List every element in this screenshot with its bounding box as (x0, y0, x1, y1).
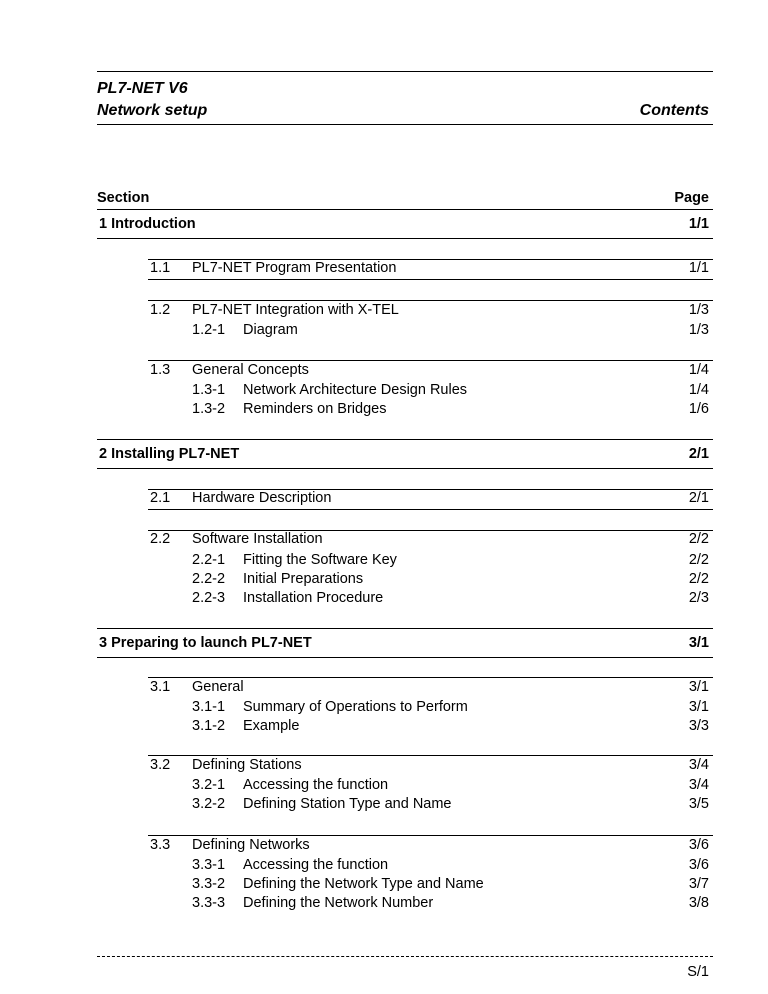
item-page: 3/4 (688, 777, 709, 793)
subsection-number: 3.2 (150, 757, 171, 773)
subsection-page: 3/1 (688, 679, 709, 695)
doc-subtitle: Network setup (97, 102, 208, 119)
item-page: 1/6 (688, 401, 709, 417)
item-number: 2.2-2 (192, 571, 226, 587)
item-title: Summary of Operations to Perform (243, 699, 468, 715)
doc-title: PL7-NET V6 (97, 80, 188, 97)
item-number: 2.2-1 (192, 552, 226, 568)
section-rule (97, 439, 713, 440)
item-number: 3.1-2 (192, 718, 226, 734)
subsection-title: PL7-NET Program Presentation (192, 260, 397, 276)
subsection-page: 2/2 (688, 531, 709, 547)
item-title: Example (243, 718, 300, 734)
item-number: 3.3-3 (192, 895, 226, 911)
item-page: 3/3 (688, 718, 709, 734)
subsection-page: 1/3 (688, 302, 709, 318)
item-title: Defining the Network Type and Name (243, 876, 484, 892)
item-title: Reminders on Bridges (243, 401, 387, 417)
subsection-number: 2.1 (150, 490, 171, 506)
section-rule (97, 238, 713, 239)
header-bottom-rule (97, 124, 713, 125)
item-title: Accessing the function (243, 857, 389, 873)
item-page: 3/6 (688, 857, 709, 873)
item-title: Defining Station Type and Name (243, 796, 452, 812)
page-heading: Contents (639, 102, 709, 119)
subsection-rule (148, 279, 713, 280)
footer-page-number: S/1 (687, 964, 709, 980)
section-title: 2 Installing PL7-NET (99, 446, 240, 462)
subsection-number: 3.1 (150, 679, 171, 695)
item-page: 2/3 (688, 590, 709, 606)
section-title: 3 Preparing to launch PL7-NET (99, 635, 312, 651)
subsection-rule (148, 300, 713, 301)
item-page: 1/3 (688, 322, 709, 338)
item-number: 3.3-2 (192, 876, 226, 892)
subsection-title: Hardware Description (192, 490, 332, 506)
subsection-rule (148, 835, 713, 836)
section-rule (97, 468, 713, 469)
header-top-rule (97, 71, 713, 72)
item-number: 2.2-3 (192, 590, 226, 606)
subsection-page: 3/6 (688, 837, 709, 853)
item-title: Fitting the Software Key (243, 552, 397, 568)
item-title: Installation Procedure (243, 590, 384, 606)
section-rule (97, 209, 713, 210)
subsection-number: 2.2 (150, 531, 171, 547)
subsection-title: General (192, 679, 244, 695)
subsection-number: 1.2 (150, 302, 171, 318)
subsection-title: Defining Networks (192, 837, 310, 853)
subsection-title: General Concepts (192, 362, 309, 378)
subsection-page: 2/1 (688, 490, 709, 506)
subsection-page: 3/4 (688, 757, 709, 773)
item-number: 3.1-1 (192, 699, 226, 715)
item-number: 1.3-1 (192, 382, 226, 398)
section-page: 3/1 (688, 635, 709, 651)
subsection-rule (148, 755, 713, 756)
subsection-title: Defining Stations (192, 757, 302, 773)
footer-rule (97, 956, 713, 957)
subsection-number: 1.3 (150, 362, 171, 378)
section-page: 1/1 (688, 216, 709, 232)
section-title: 1 Introduction (99, 216, 196, 232)
item-number: 3.2-2 (192, 796, 226, 812)
item-page: 3/1 (688, 699, 709, 715)
item-page: 2/2 (688, 552, 709, 568)
item-title: Defining the Network Number (243, 895, 434, 911)
item-page: 3/5 (688, 796, 709, 812)
page-column-header: Page (674, 190, 709, 206)
subsection-page: 1/1 (688, 260, 709, 276)
item-page: 3/8 (688, 895, 709, 911)
item-title: Network Architecture Design Rules (243, 382, 468, 398)
subsection-title: PL7-NET Integration with X-TEL (192, 302, 399, 318)
subsection-page: 1/4 (688, 362, 709, 378)
subsection-number: 1.1 (150, 260, 171, 276)
subsection-rule (148, 677, 713, 678)
item-number: 3.3-1 (192, 857, 226, 873)
item-title: Accessing the function (243, 777, 389, 793)
item-page: 3/7 (688, 876, 709, 892)
section-rule (97, 657, 713, 658)
subsection-rule (148, 509, 713, 510)
item-page: 2/2 (688, 571, 709, 587)
item-title: Initial Preparations (243, 571, 364, 587)
section-rule (97, 628, 713, 629)
subsection-rule (148, 360, 713, 361)
section-column-header: Section (97, 190, 150, 206)
item-number: 1.3-2 (192, 401, 226, 417)
item-page: 1/4 (688, 382, 709, 398)
section-page: 2/1 (688, 446, 709, 462)
subsection-title: Software Installation (192, 531, 323, 547)
item-number: 1.2-1 (192, 322, 226, 338)
subsection-number: 3.3 (150, 837, 171, 853)
item-title: Diagram (243, 322, 298, 338)
item-number: 3.2-1 (192, 777, 226, 793)
